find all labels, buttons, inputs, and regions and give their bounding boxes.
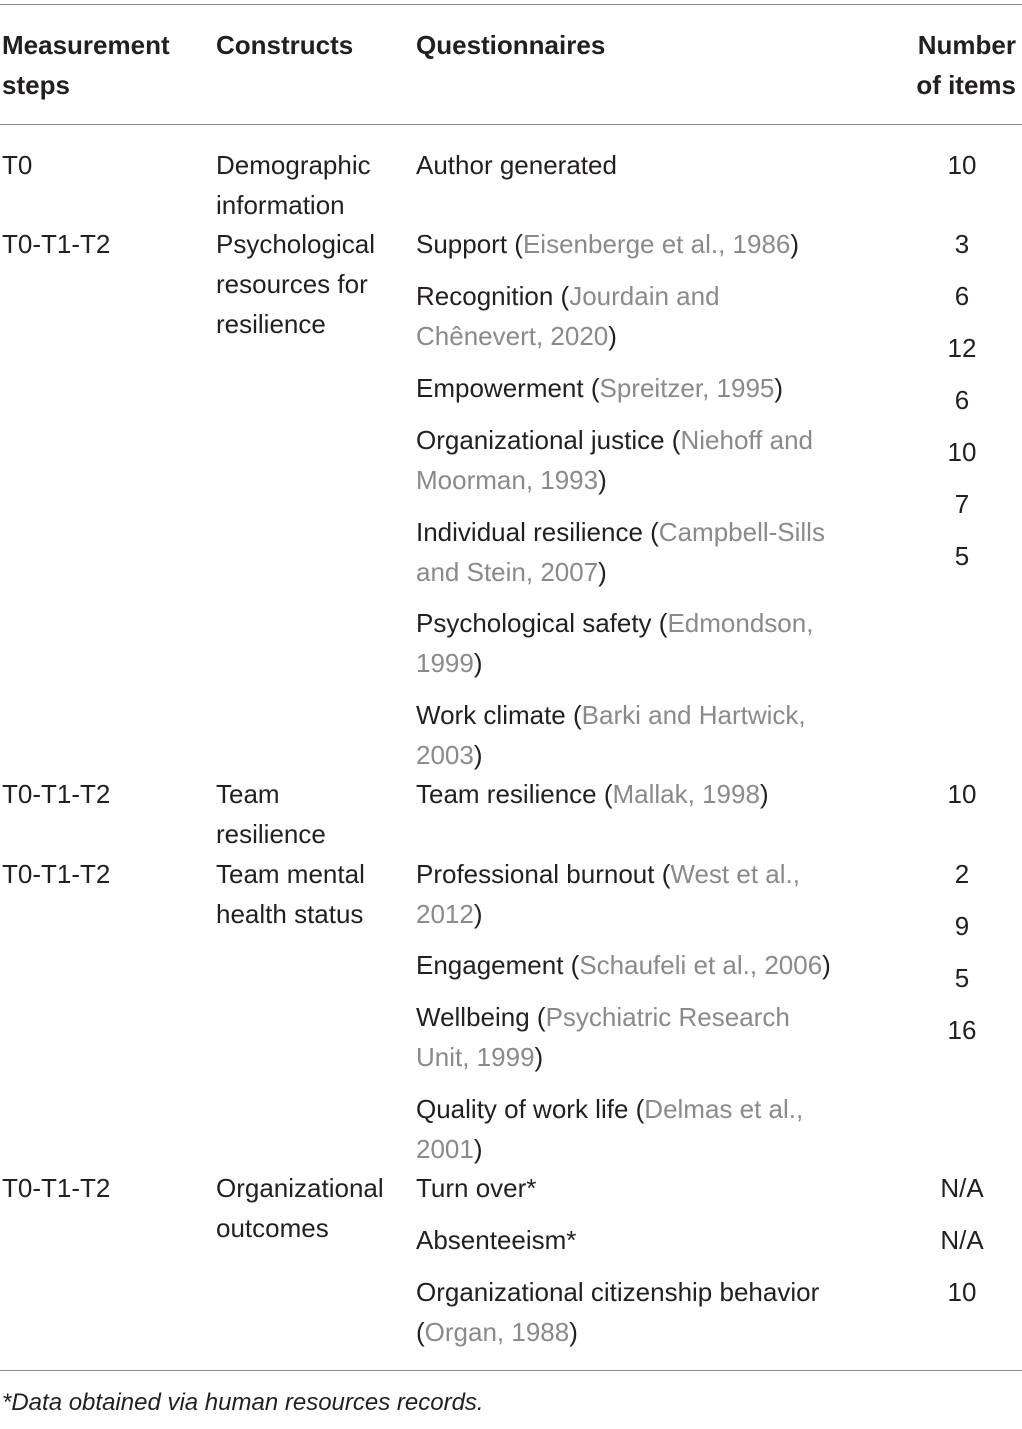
items-engagement: 9 <box>954 911 970 941</box>
step-t0-t1-t2: T0-T1-T2 <box>2 859 111 889</box>
step-t0-t1-t2: T0-T1-T2 <box>2 779 111 809</box>
questionnaire-psychological-safety: Psychological safety (Edmondson, 1999) <box>416 608 814 678</box>
questionnaire-author-generated: Author generated <box>416 150 617 180</box>
items-ocb: 10 <box>947 1277 977 1307</box>
items-demographic: 10 <box>947 150 977 180</box>
questionnaire-turnover: Turn over* <box>416 1173 537 1203</box>
items-work-climate: 5 <box>954 541 970 571</box>
questionnaire-support: Support (Eisenberge et al., 1986) <box>416 229 800 259</box>
construct-psychological-resources: Psychological resources for resilience <box>216 229 375 339</box>
construct-demographic: Demographic information <box>216 150 371 220</box>
questionnaire-ocb: Organizational citizenship behavior (Organ, 1988) <box>416 1277 820 1347</box>
questionnaire-absenteeism: Absenteeism* <box>416 1225 577 1255</box>
questionnaire-burnout: Professional burnout (West et al., 2012) <box>416 859 800 929</box>
questionnaire-individual-resilience: Individual resilience (Campbell-Sills and Stein, 2007) <box>416 517 825 587</box>
items-individual-resilience: 10 <box>947 437 977 467</box>
items-psychological-safety: 7 <box>954 489 970 519</box>
construct-team-mental-health: Team mental health status <box>216 859 365 929</box>
header-constructs: Constructs <box>216 30 354 60</box>
items-absenteeism: N/A <box>940 1225 984 1255</box>
items-support: 3 <box>954 229 970 259</box>
top-rule <box>0 4 1022 5</box>
questionnaire-quality-of-work-life: Quality of work life (Delmas et al., 2001) <box>416 1094 804 1164</box>
construct-organizational-outcomes: Organizational outcomes <box>216 1173 384 1243</box>
header-rule <box>0 124 1022 125</box>
questionnaire-organizational-justice: Organizational justice (Niehoff and Moorman, 1993) <box>416 425 813 495</box>
step-t0-t1-t2: T0-T1-T2 <box>2 1173 111 1203</box>
questionnaire-team-resilience: Team resilience (Mallak, 1998) <box>416 779 769 809</box>
header-number-of-items: Number of items <box>916 30 1016 100</box>
bottom-rule <box>0 1370 1022 1371</box>
questionnaire-empowerment: Empowerment (Spreitzer, 1995) <box>416 373 784 403</box>
items-quality-of-work-life: 16 <box>947 1015 977 1045</box>
construct-team-resilience: Team resilience <box>216 779 326 849</box>
step-t0-t1-t2: T0-T1-T2 <box>2 229 111 259</box>
items-team-resilience: 10 <box>947 779 977 809</box>
items-turnover: N/A <box>940 1173 984 1203</box>
header-steps: Measurement steps <box>2 30 170 100</box>
header-questionnaires: Questionnaires <box>416 30 606 60</box>
step-t0: T0 <box>2 150 33 180</box>
questionnaire-work-climate: Work climate (Barki and Hartwick, 2003) <box>416 700 806 770</box>
table-footnote: *Data obtained via human resources records. <box>2 1389 484 1416</box>
items-justice: 6 <box>954 385 970 415</box>
questionnaire-wellbeing: Wellbeing (Psychiatric Research Unit, 1999) <box>416 1002 790 1072</box>
items-empowerment: 12 <box>947 333 977 363</box>
questionnaire-engagement: Engagement (Schaufeli et al., 2006) <box>416 950 831 980</box>
items-burnout: 2 <box>954 859 970 889</box>
items-recognition: 6 <box>954 281 970 311</box>
citation: Eisenberge et al., 1986 <box>522 229 791 259</box>
questionnaire-recognition: Recognition (Jourdain and Chênevert, 2020) <box>416 281 720 351</box>
items-wellbeing: 5 <box>954 963 970 993</box>
